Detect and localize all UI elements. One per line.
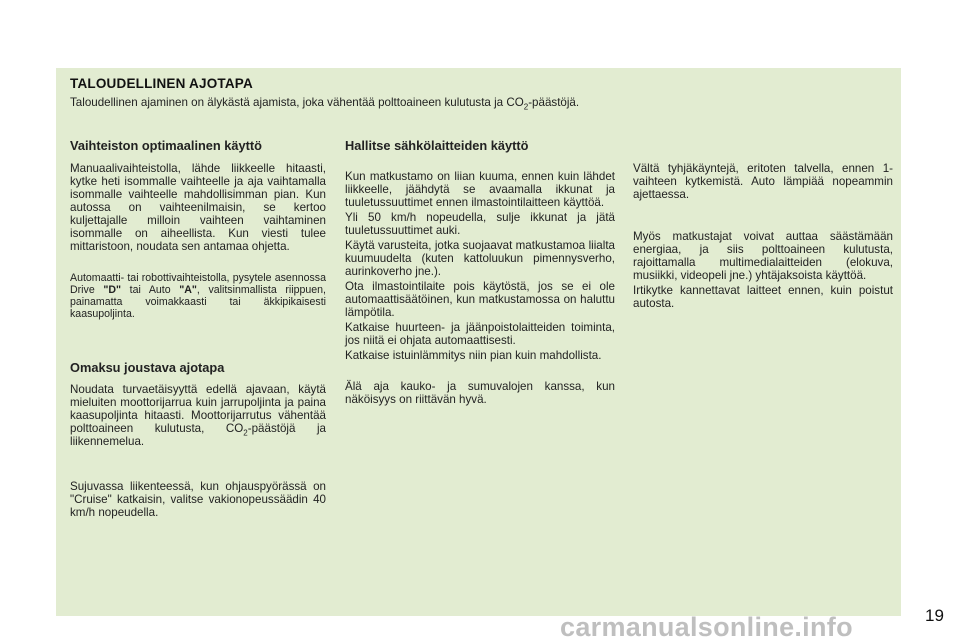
electrical-p3: Käytä varusteita, jotka suojaavat matkustamoa liialta kuumuudelta (kuten kattoluukun pimennysverho, aurinkoverho jne.). xyxy=(345,239,615,278)
automatic-note xyxy=(70,272,326,320)
note-bold-d: "D" xyxy=(103,284,122,296)
column-middle xyxy=(345,138,615,406)
electrical-p4: Ota ilmastointilaite pois käytöstä, jos se ei ole automaattisäätöinen, kun matkustamossa on haluttu lämpötila. xyxy=(345,280,615,319)
cruise-paragraph: Sujuvassa liikenteessä, kun ohjauspyörässä on "Cruise" katkaisin, valitse vakionopeussäädin 40 km/h nopeudella. xyxy=(70,480,326,519)
page-number: 19 xyxy=(925,606,944,625)
electrical-p1: Kun matkustamo on liian kuuma, ennen kuin lähdet liikkeelle, jäähdytä se avaamalla ikkunat ja tuuletussuuttimet ennen ilmastointilaitteen käyttöä. xyxy=(345,170,615,209)
flex-after: -päästöjä ja liikennemelua. xyxy=(70,422,326,448)
note-before: Automaatti- tai robottivaihteistolla, pysytele asennossa Drive xyxy=(70,272,326,296)
idle-paragraph: Vältä tyhjäkäyntejä, eritoten talvella, ennen 1-vaihteen kytkemistä. Auto lämpiää nopeammin ajettaessa. xyxy=(633,162,893,201)
watermark: carmanualsonline.info xyxy=(560,612,853,642)
electrical-p5: Katkaise huurteen- ja jäänpoistolaitteiden toiminta, jos niitä ei ohjata automaattisesti. xyxy=(345,321,615,347)
note-mid: tai Auto xyxy=(121,284,180,296)
gearbox-paragraph: Manuaalivaihteistolla, lähde liikkeelle hitaasti, kytke heti isommalle vaihteelle ja aja vaihtamalla isommalle vaihteelle mahdollisimman pian. Kun autossa on vaihteenilmaisin, se kertoo kuljettajalle milloin vaihteen vaihtaminen isommalle on aiheellista. Kun viesti tulee mittaristoon, noudata sen antamaa ohjetta. xyxy=(70,162,326,253)
intro-text xyxy=(70,96,580,112)
flex-before: Noudata turvaetäisyyttä edellä ajavaan, käytä mieluiten moottorijarrua kuin jarrupoljinta ja paina kaasupoljinta hitaasti. Moottorijarrutus vähentää polttoaineen kulutusta, CO xyxy=(70,383,326,435)
column-left xyxy=(70,138,326,519)
page-heading: TALOUDELLINEN AJOTAPA xyxy=(70,76,253,91)
gearbox-title: Vaihteiston optimaalinen käyttö xyxy=(70,138,262,153)
electrical-p2: Yli 50 km/h nopeudella, sulje ikkunat ja jätä tuuletussuuttimet auki. xyxy=(345,211,615,237)
passengers-paragraph: Myös matkustajat voivat auttaa säästämään energiaa, ja siis polttoaineen kulutusta, rajoittamalla multimedialaitteiden (elokuva, musiikki, videopeli jne.) yhtäjaksoista käyttöä. xyxy=(633,230,893,282)
electrical-title: Hallitse sähkölaitteiden käyttö xyxy=(345,138,529,153)
electrical-p7: Älä aja kauko- ja sumuvalojen kanssa, kun näköisyys on riittävän hyvä. xyxy=(345,380,615,406)
electrical-p6: Katkaise istuinlämmitys niin pian kuin mahdollista. xyxy=(345,349,602,362)
column-right xyxy=(633,162,893,310)
note-after: , valitsinmallista riippuen, painamatta voimakkaasti tai äkkipikaisesti kaasupoljinta. xyxy=(70,284,326,320)
intro-after: -päästöjä. xyxy=(528,96,580,109)
note-bold-a: "A" xyxy=(179,284,197,296)
intro-sub: 2 xyxy=(523,102,529,112)
flex-sub: 2 xyxy=(243,428,248,438)
flexible-driving-title: Omaksu joustava ajotapa xyxy=(70,360,225,375)
intro-before: Taloudellinen ajaminen on älykästä ajamista, joka vähentää polttoaineen kulutusta ja CO xyxy=(70,96,524,109)
devices-paragraph: Irtikytke kannettavat laitteet ennen, kuin poistut autosta. xyxy=(633,284,893,310)
flexible-driving-paragraph xyxy=(70,383,326,448)
